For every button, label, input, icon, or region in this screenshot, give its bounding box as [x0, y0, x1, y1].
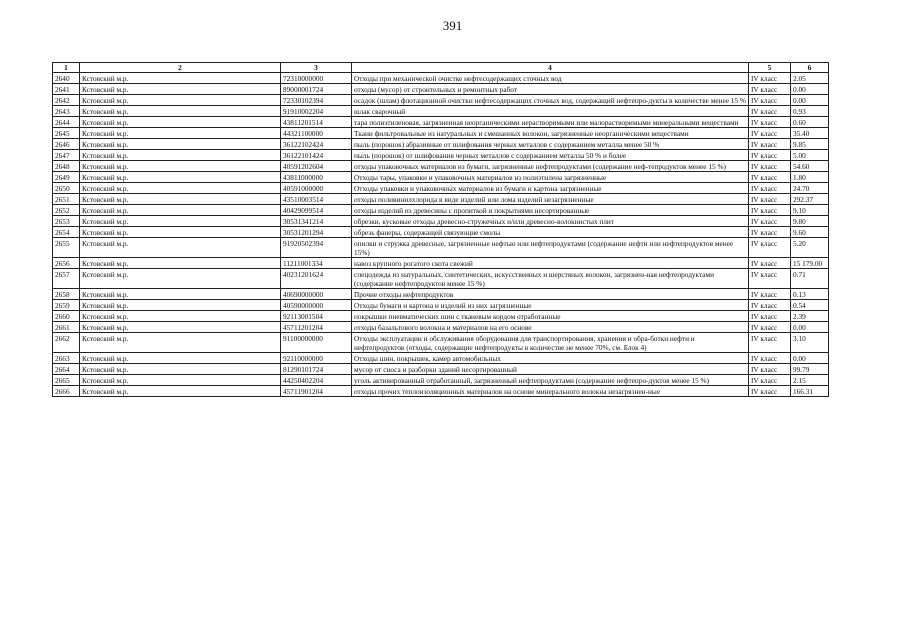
table-row: [53, 289, 829, 300]
cell-hazard-class: IV класс: [749, 258, 791, 269]
cell-waste-description: обрезки, кусковые отходы древесно-стружечных и/или древесно-волокнистых плит: [352, 216, 749, 227]
cell-district: Кстовский м.р.: [80, 194, 281, 205]
cell-waste-code: 72310000000: [281, 73, 352, 84]
cell-hazard-class: IV класс: [749, 300, 791, 311]
cell-district: Кстовский м.р.: [80, 183, 281, 194]
cell-row-number: 2650: [53, 183, 80, 194]
cell-waste-code: 43811201514: [281, 117, 352, 128]
cell-row-number: 2661: [53, 322, 80, 333]
cell-hazard-class: IV класс: [749, 386, 791, 397]
cell-district: Кстовский м.р.: [80, 300, 281, 311]
cell-waste-code: 43811000000: [281, 172, 352, 183]
cell-row-number: 2655: [53, 238, 80, 258]
cell-row-number: 2642: [53, 95, 80, 106]
cell-district: Кстовский м.р.: [80, 289, 281, 300]
cell-row-number: 2641: [53, 84, 80, 95]
table-row: [53, 333, 829, 353]
cell-waste-code: 40429099514: [281, 205, 352, 216]
cell-district: Кстовский м.р.: [80, 161, 281, 172]
cell-row-number: 2659: [53, 300, 80, 311]
cell-amount: 0.00: [791, 353, 829, 364]
table-row: [53, 205, 829, 216]
cell-waste-description: спецодежда из натуральных, синтетических, искусственных и шерстяных волокон, загрязнен-ная нефтепродуктами (содержание нефтепродуктов менее 15 %): [352, 269, 749, 289]
header-col-2: 2: [80, 63, 281, 73]
table-row: [53, 73, 829, 84]
table-row: [53, 161, 829, 172]
cell-amount: 3.10: [791, 333, 829, 353]
page-number: 391: [442, 18, 463, 33]
cell-amount: 0.00: [791, 84, 829, 95]
cell-row-number: 2663: [53, 353, 80, 364]
cell-amount: 15 179.00: [791, 258, 829, 269]
cell-row-number: 2658: [53, 289, 80, 300]
cell-hazard-class: IV класс: [749, 194, 791, 205]
cell-hazard-class: IV класс: [749, 353, 791, 364]
cell-row-number: 2657: [53, 269, 80, 289]
cell-district: Кстовский м.р.: [80, 73, 281, 84]
cell-waste-description: отходы прочих теплоизоляционных материалов на основе минерального волокна незагрязнен-ные: [352, 386, 749, 397]
cell-hazard-class: IV класс: [749, 269, 791, 289]
cell-district: Кстовский м.р.: [80, 311, 281, 322]
cell-waste-code: 91100000000: [281, 333, 352, 353]
cell-hazard-class: IV класс: [749, 139, 791, 150]
cell-amount: 0.00: [791, 322, 829, 333]
cell-hazard-class: IV класс: [749, 216, 791, 227]
cell-hazard-class: IV класс: [749, 128, 791, 139]
cell-hazard-class: IV класс: [749, 205, 791, 216]
table-row: [53, 300, 829, 311]
cell-waste-code: 36122101424: [281, 150, 352, 161]
cell-hazard-class: IV класс: [749, 333, 791, 353]
cell-waste-description: Ткани фильтровальные из натуральных и смешанных волокон, загрязненные неорганическими веществами: [352, 128, 749, 139]
cell-waste-code: 40590000000: [281, 300, 352, 311]
cell-row-number: 2644: [53, 117, 80, 128]
cell-waste-description: пыль (порошок) от шлифования черных металлов с содержанием металла 50 % и более: [352, 150, 749, 161]
cell-waste-code: 44321100000: [281, 128, 352, 139]
cell-waste-code: 91910002204: [281, 106, 352, 117]
table-row: [53, 322, 829, 333]
table-row: [53, 364, 829, 375]
cell-waste-code: 43510003514: [281, 194, 352, 205]
cell-district: Кстовский м.р.: [80, 353, 281, 364]
cell-amount: 9.80: [791, 216, 829, 227]
cell-district: Кстовский м.р.: [80, 117, 281, 128]
table-header-row: [53, 63, 829, 73]
cell-amount: 0.60: [791, 117, 829, 128]
cell-amount: 2.15: [791, 375, 829, 386]
cell-hazard-class: IV класс: [749, 227, 791, 238]
cell-waste-description: навоз крупного рогатого скота свежий: [352, 258, 749, 269]
cell-waste-code: 45711901204: [281, 386, 352, 397]
cell-amount: 2.39: [791, 311, 829, 322]
table-body: [53, 73, 829, 397]
cell-district: Кстовский м.р.: [80, 269, 281, 289]
header-col-6: 6: [791, 63, 829, 73]
cell-waste-code: 92113001504: [281, 311, 352, 322]
cell-amount: 292.37: [791, 194, 829, 205]
cell-district: Кстовский м.р.: [80, 375, 281, 386]
cell-waste-code: 40231201624: [281, 269, 352, 289]
cell-amount: 0.13: [791, 289, 829, 300]
cell-waste-description: Отходы при механической очистке нефтесодержащих сточных вод: [352, 73, 749, 84]
cell-amount: 2.05: [791, 73, 829, 84]
cell-waste-code: 72330102394: [281, 95, 352, 106]
cell-hazard-class: IV класс: [749, 161, 791, 172]
table-row: [53, 139, 829, 150]
cell-district: Кстовский м.р.: [80, 106, 281, 117]
cell-district: Кстовский м.р.: [80, 386, 281, 397]
cell-district: Кстовский м.р.: [80, 150, 281, 161]
cell-waste-code: 44250402204: [281, 375, 352, 386]
cell-row-number: 2666: [53, 386, 80, 397]
cell-district: Кстовский м.р.: [80, 139, 281, 150]
table-row: [53, 269, 829, 289]
cell-amount: 5.20: [791, 238, 829, 258]
cell-amount: 9.60: [791, 227, 829, 238]
cell-waste-code: 89000001724: [281, 84, 352, 95]
cell-waste-code: 45711201204: [281, 322, 352, 333]
waste-register-table: [52, 62, 829, 397]
table-row: [53, 183, 829, 194]
cell-row-number: 2649: [53, 172, 80, 183]
cell-waste-code: 40591000000: [281, 183, 352, 194]
cell-waste-code: 36122102424: [281, 139, 352, 150]
cell-row-number: 2652: [53, 205, 80, 216]
cell-district: Кстовский м.р.: [80, 364, 281, 375]
cell-waste-code: 81290101724: [281, 364, 352, 375]
cell-hazard-class: IV класс: [749, 311, 791, 322]
cell-hazard-class: IV класс: [749, 95, 791, 106]
table-row: [53, 216, 829, 227]
table-row: [53, 172, 829, 183]
cell-hazard-class: IV класс: [749, 106, 791, 117]
cell-hazard-class: IV класс: [749, 172, 791, 183]
cell-district: Кстовский м.р.: [80, 333, 281, 353]
header-col-1: 1: [53, 63, 80, 73]
cell-waste-description: уголь активированный отработанный, загрязненный нефтепродуктами (содержание нефтепро-дуктов менее 15 %): [352, 375, 749, 386]
table-row: [53, 353, 829, 364]
cell-district: Кстовский м.р.: [80, 216, 281, 227]
cell-amount: 0.93: [791, 106, 829, 117]
cell-waste-code: 40591202604: [281, 161, 352, 172]
table-row: [53, 106, 829, 117]
cell-waste-code: 40690000000: [281, 289, 352, 300]
cell-hazard-class: IV класс: [749, 289, 791, 300]
table-row: [53, 227, 829, 238]
cell-waste-description: Отходы тары, упаковки и упаковочных материалов из полиэтилена загрязненные: [352, 172, 749, 183]
cell-row-number: 2660: [53, 311, 80, 322]
cell-waste-code: 30531201294: [281, 227, 352, 238]
cell-waste-code: 30531341214: [281, 216, 352, 227]
cell-waste-description: осадок (шлам) флотационной очистки нефтесодержащих сточных вод, содержащий нефтепро-дукты в количестве менее 15 %: [352, 95, 749, 106]
cell-waste-description: отходы (мусор) от строительных и ремонтных работ: [352, 84, 749, 95]
cell-waste-code: 92110000000: [281, 353, 352, 364]
cell-waste-description: Отходы бумаги и картона и изделий из них загрязненные: [352, 300, 749, 311]
cell-row-number: 2643: [53, 106, 80, 117]
cell-amount: 54.60: [791, 161, 829, 172]
cell-amount: 0.71: [791, 269, 829, 289]
cell-district: Кстовский м.р.: [80, 84, 281, 95]
cell-hazard-class: IV класс: [749, 73, 791, 84]
cell-row-number: 2647: [53, 150, 80, 161]
cell-waste-description: Отходы шин, покрышек, камер автомобильных: [352, 353, 749, 364]
cell-waste-description: Прочие отходы нефтепродуктов: [352, 289, 749, 300]
cell-hazard-class: IV класс: [749, 322, 791, 333]
table-row: [53, 150, 829, 161]
cell-row-number: 2651: [53, 194, 80, 205]
table-row: [53, 386, 829, 397]
table-row: [53, 194, 829, 205]
cell-district: Кстовский м.р.: [80, 95, 281, 106]
cell-hazard-class: IV класс: [749, 238, 791, 258]
header-col-3: 3: [281, 63, 352, 73]
cell-waste-description: Отходы упаковки и упаковочных материалов из бумаги и картона загрязненные: [352, 183, 749, 194]
cell-hazard-class: IV класс: [749, 117, 791, 128]
cell-waste-code: 11211001334: [281, 258, 352, 269]
cell-row-number: 2665: [53, 375, 80, 386]
cell-waste-description: опилки и стружка древесные, загрязненные нефтью или нефтепродуктами (содержание нефти или нефтепродуктов менее 15%): [352, 238, 749, 258]
cell-row-number: 2662: [53, 333, 80, 353]
cell-district: Кстовский м.р.: [80, 227, 281, 238]
table-row: [53, 238, 829, 258]
cell-hazard-class: IV класс: [749, 150, 791, 161]
cell-hazard-class: IV класс: [749, 375, 791, 386]
cell-amount: 35.40: [791, 128, 829, 139]
table-row: [53, 84, 829, 95]
cell-row-number: 2653: [53, 216, 80, 227]
cell-amount: 166.31: [791, 386, 829, 397]
cell-waste-description: отходы изделий из древесины с пропиткой и покрытиями несортированные: [352, 205, 749, 216]
cell-row-number: 2648: [53, 161, 80, 172]
cell-waste-description: пыль (порошок) абразивные от шлифования черных металлов с содержанием металла менее 50 %: [352, 139, 749, 150]
cell-waste-description: шлак сварочный: [352, 106, 749, 117]
table-row: [53, 258, 829, 269]
cell-waste-description: мусор от сноса и разборки зданий несортированный: [352, 364, 749, 375]
cell-hazard-class: IV класс: [749, 84, 791, 95]
cell-district: Кстовский м.р.: [80, 238, 281, 258]
cell-district: Кстовский м.р.: [80, 322, 281, 333]
cell-amount: 99.79: [791, 364, 829, 375]
cell-waste-description: отходы базальтового волокна и материалов на его основе: [352, 322, 749, 333]
table-row: [53, 311, 829, 322]
cell-amount: 0.00: [791, 95, 829, 106]
cell-amount: 9.85: [791, 139, 829, 150]
cell-amount: 0.54: [791, 300, 829, 311]
cell-district: Кстовский м.р.: [80, 258, 281, 269]
cell-amount: 9.10: [791, 205, 829, 216]
cell-hazard-class: IV класс: [749, 364, 791, 375]
cell-district: Кстовский м.р.: [80, 172, 281, 183]
header-col-4: 4: [352, 63, 749, 73]
cell-waste-description: тара полиэтиленовая, загрязненная неорганическими нерастворимыми или малорастворимыми минеральными веществами: [352, 117, 749, 128]
cell-district: Кстовский м.р.: [80, 205, 281, 216]
cell-waste-description: отходы упаковочных материалов из бумаги, загрязненные нефтепродуктами (содержание неф-тепродуктов менее 15 %): [352, 161, 749, 172]
cell-row-number: 2645: [53, 128, 80, 139]
cell-waste-description: покрышки пневматических шин с тканевым кордом отработанные: [352, 311, 749, 322]
cell-row-number: 2654: [53, 227, 80, 238]
cell-row-number: 2640: [53, 73, 80, 84]
cell-amount: 24.70: [791, 183, 829, 194]
cell-amount: 1.80: [791, 172, 829, 183]
cell-hazard-class: IV класс: [749, 183, 791, 194]
table-row: [53, 128, 829, 139]
table-row: [53, 375, 829, 386]
header-col-5: 5: [749, 63, 791, 73]
table-row: [53, 95, 829, 106]
cell-waste-code: 91920502394: [281, 238, 352, 258]
cell-row-number: 2664: [53, 364, 80, 375]
cell-waste-description: обрезь фанеры, содержащей связующие смолы: [352, 227, 749, 238]
cell-district: Кстовский м.р.: [80, 128, 281, 139]
cell-row-number: 2646: [53, 139, 80, 150]
cell-amount: 5.00: [791, 150, 829, 161]
table-row: [53, 117, 829, 128]
cell-waste-description: Отходы эксплуатации и обслуживания оборудования для транспортирования, хранения и обра-ботки нефти и нефтепродуктов (отходы, содержащие нефтепродукты в количестве не менее 70%, см. Блок 4): [352, 333, 749, 353]
cell-row-number: 2656: [53, 258, 80, 269]
cell-waste-description: отходы поливинилхлорида в виде изделий или лома изделий незагрязненные: [352, 194, 749, 205]
